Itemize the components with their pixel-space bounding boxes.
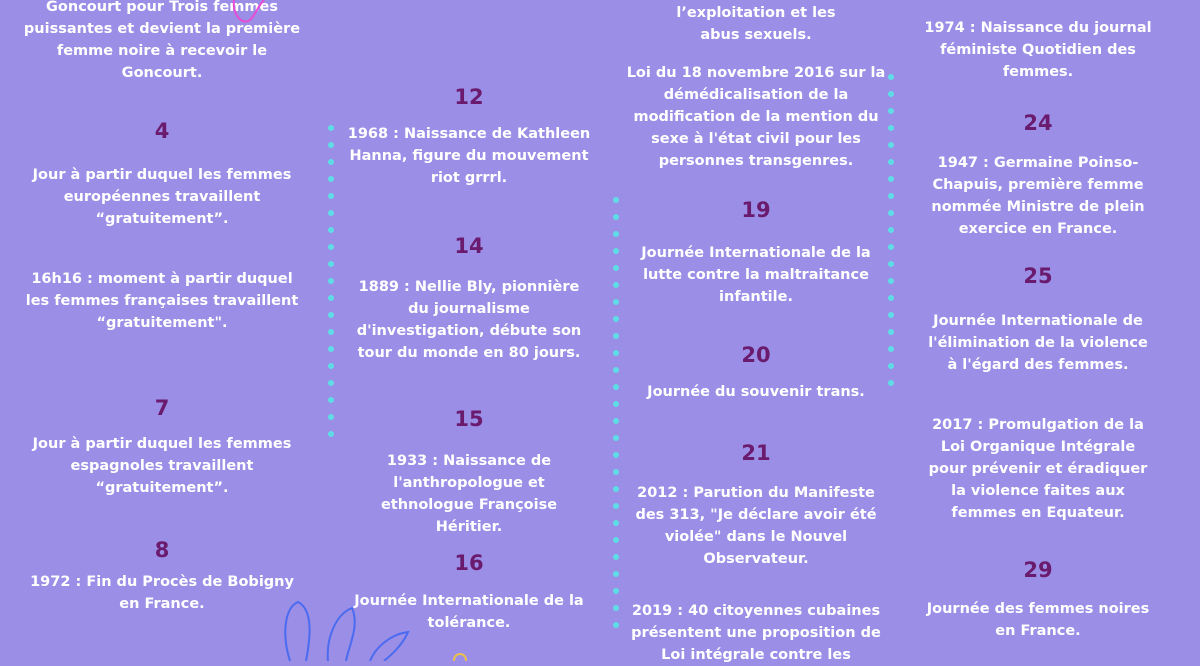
divider-dot <box>613 622 619 628</box>
divider-dot <box>613 214 619 220</box>
divider-dot <box>613 401 619 407</box>
entry <box>922 113 1154 240</box>
divider-dot <box>613 350 619 356</box>
divider-dot <box>328 329 334 335</box>
divider-dot <box>888 74 894 80</box>
divider-dot <box>613 486 619 492</box>
divider-dot <box>613 384 619 390</box>
divider-dot <box>613 503 619 509</box>
divider-dot <box>328 244 334 250</box>
leaf-outline-decoration <box>280 596 500 661</box>
entry-text: 2017 : Promulgation de la Loi Organique Intégrale pour prévenir et éradiquer la violence faites aux femmes en Equateur. <box>928 417 1148 521</box>
divider-dot <box>888 380 894 386</box>
divider-dot <box>613 265 619 271</box>
divider-dot <box>888 142 894 148</box>
entry-text: 2019 : 40 citoyennes cubaines présentent une proposition de Loi intégrale contre les <box>631 603 881 663</box>
day-number: 14 <box>454 234 484 258</box>
divider-dot <box>888 295 894 301</box>
divider-dot <box>613 435 619 441</box>
day-number: 8 <box>154 538 170 562</box>
divider-dot <box>613 452 619 458</box>
entry <box>20 540 304 615</box>
day-number: 20 <box>741 343 771 367</box>
pink-flourish-decoration <box>228 0 268 30</box>
divider-dot <box>328 295 334 301</box>
divider-dot <box>613 197 619 203</box>
entry <box>626 2 886 46</box>
day-number: 25 <box>1023 264 1053 288</box>
divider-dot <box>328 397 334 403</box>
divider-dot <box>328 363 334 369</box>
day-number: 12 <box>454 85 484 109</box>
divider-dot <box>613 299 619 305</box>
day-number: 29 <box>1023 558 1053 582</box>
entry-text: 2012 : Parution du Manifeste des 313, "Je déclare avoir été violée" dans le Nouvel Observateur. <box>635 485 877 567</box>
divider-dot <box>888 227 894 233</box>
day-number: 4 <box>154 119 170 143</box>
entry-text: Jour à partir duquel les femmes européennes travaillent “gratuitement”. <box>32 167 292 227</box>
divider-dot <box>888 108 894 114</box>
divider-dot <box>328 227 334 233</box>
divider-dot <box>888 125 894 131</box>
entry <box>20 398 304 499</box>
entry <box>626 345 886 403</box>
day-number: 24 <box>1023 111 1053 135</box>
divider-dot <box>613 605 619 611</box>
entry <box>20 121 304 230</box>
divider-dot <box>328 312 334 318</box>
entry-text: Journée du souvenir trans. <box>647 384 865 400</box>
divider-dot <box>328 431 334 437</box>
divider-dot <box>888 159 894 165</box>
divider-dot <box>328 346 334 352</box>
divider-dot <box>613 231 619 237</box>
dotted-divider <box>887 74 895 397</box>
divider-dot <box>613 316 619 322</box>
divider-dot <box>888 278 894 284</box>
entry-text: 16h16 : moment à partir duquel les femmes françaises travaillent “gratuitement". <box>25 271 299 331</box>
divider-dot <box>613 248 619 254</box>
entry <box>626 600 886 666</box>
entry-text: 1947 : Germaine Poinso-Chapuis, première femme nommée Ministre de plein exercice en France. <box>931 155 1145 237</box>
day-number: 19 <box>741 198 771 222</box>
divider-dot <box>888 91 894 97</box>
divider-dot <box>888 363 894 369</box>
divider-dot <box>613 520 619 526</box>
entry-text: 1968 : Naissance de Kathleen Hanna, figure du mouvement riot grrrl. <box>347 126 591 186</box>
entry <box>922 266 1154 376</box>
entry-text: Goncourt pour Trois femmes puissantes et devient la première femme noire à recevoir le Goncourt. <box>23 0 301 81</box>
divider-dot <box>328 125 334 131</box>
entry-text: Journée des femmes noires en France. <box>926 601 1150 639</box>
entry <box>626 443 886 570</box>
divider-dot <box>613 418 619 424</box>
entry-text: l’exploitation et les abus sexuels. <box>676 5 836 43</box>
day-number: 21 <box>741 441 771 465</box>
entry <box>922 414 1154 524</box>
entry-text: Journée Internationale de la lutte contre la maltraitance infantile. <box>641 245 871 305</box>
divider-dot <box>328 414 334 420</box>
divider-dot <box>328 261 334 267</box>
dotted-divider <box>612 197 620 639</box>
divider-dot <box>328 142 334 148</box>
divider-dot <box>613 571 619 577</box>
divider-dot <box>613 282 619 288</box>
entry <box>626 200 886 308</box>
divider-dot <box>888 210 894 216</box>
entry-text: 1974 : Naissance du journal féministe Quotidien des femmes. <box>924 20 1152 80</box>
entry <box>346 409 592 538</box>
divider-dot <box>613 588 619 594</box>
day-number: 15 <box>454 407 484 431</box>
divider-dot <box>328 193 334 199</box>
divider-dot <box>613 333 619 339</box>
entry <box>922 17 1154 83</box>
entry <box>346 236 592 364</box>
entry-text: 1972 : Fin du Procès de Bobigny en France. <box>30 574 294 612</box>
entry-text: Jour à partir duquel les femmes espagnoles travaillent “gratuitement”. <box>32 436 292 496</box>
divider-dot <box>328 176 334 182</box>
entry <box>20 268 304 334</box>
divider-dot <box>613 469 619 475</box>
divider-dot <box>888 346 894 352</box>
entry <box>626 62 886 172</box>
entry <box>922 560 1154 642</box>
entry-text: Journée Internationale de la tolérance. <box>354 593 584 631</box>
divider-dot <box>328 380 334 386</box>
entry-text: Loi du 18 novembre 2016 sur la démédicalisation de la modification de la mention du sexe à l'état civil pour les personnes transgenres. <box>626 65 886 169</box>
dotted-divider <box>327 125 335 448</box>
divider-dot <box>328 159 334 165</box>
day-number: 16 <box>454 551 484 575</box>
entry <box>346 87 592 189</box>
divider-dot <box>888 176 894 182</box>
divider-dot <box>613 367 619 373</box>
divider-dot <box>888 193 894 199</box>
day-number: 7 <box>154 396 170 420</box>
entry-text: Journée Internationale de l'élimination de la violence à l'égard des femmes. <box>928 313 1148 373</box>
divider-dot <box>888 261 894 267</box>
divider-dot <box>328 210 334 216</box>
divider-dot <box>613 554 619 560</box>
divider-dot <box>613 537 619 543</box>
entry-text: 1933 : Naissance de l'anthropologue et ethnologue Françoise Héritier. <box>380 453 558 535</box>
entry-text: 1889 : Nellie Bly, pionnière du journalisme d'investigation, débute son tour du monde en 80 jours. <box>356 279 582 361</box>
divider-dot <box>888 244 894 250</box>
divider-dot <box>328 278 334 284</box>
divider-dot <box>888 329 894 335</box>
divider-dot <box>888 312 894 318</box>
